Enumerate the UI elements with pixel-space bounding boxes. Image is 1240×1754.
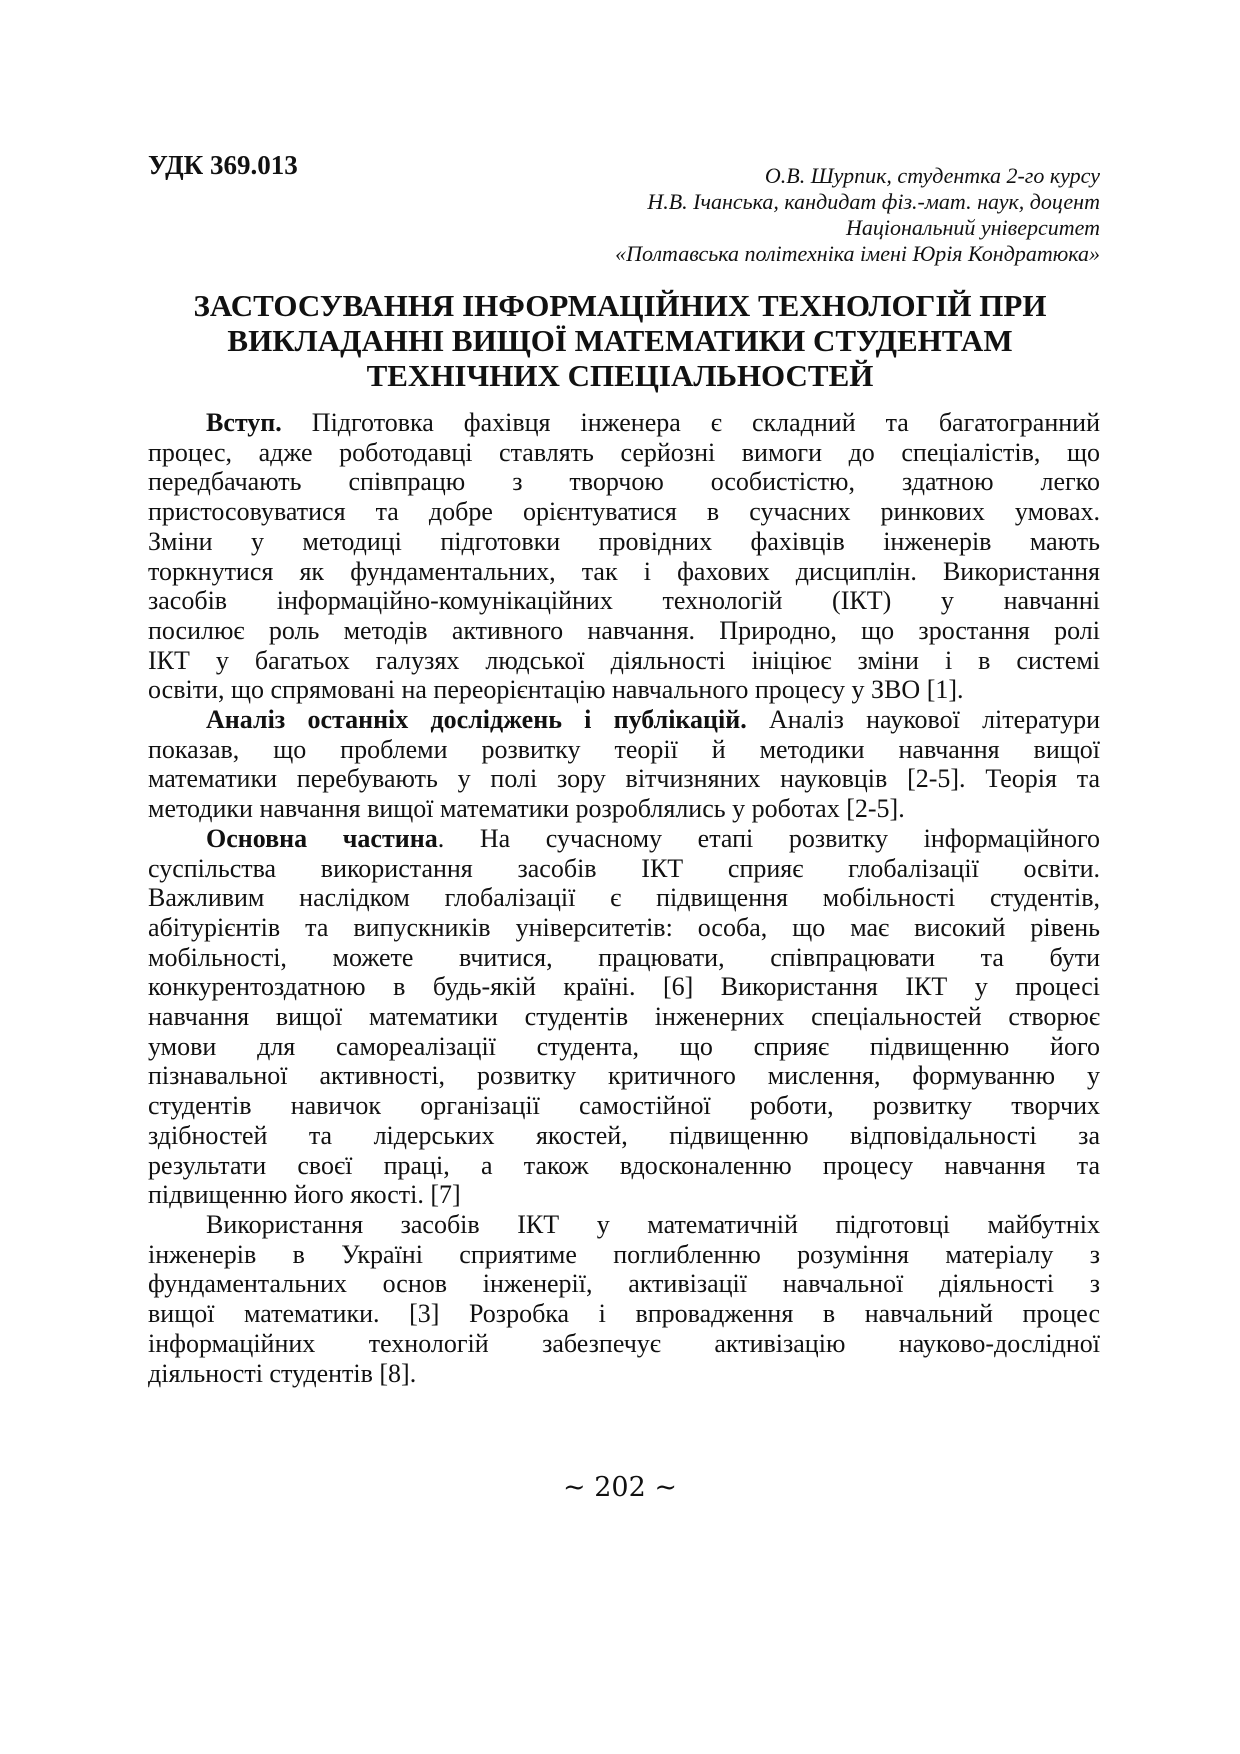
paragraph-text: Підготовка фахівця інженера є складний та багатогранний: [281, 408, 1100, 437]
affiliation-2: «Полтавська політехніка імені Юрія Кондратюка»: [615, 241, 1100, 266]
paragraph-line: діяльності студентів [8].: [148, 1358, 417, 1388]
page-number: ~ 202 ~: [563, 1472, 677, 1503]
section-heading: Основна частина: [206, 823, 438, 853]
paragraph-line: студентів навичок організації самостійної роботи, розвитку творчих: [148, 1091, 1100, 1121]
paragraph-line: методики навчання вищої математики розроблялись у роботах [2-5].: [148, 794, 905, 824]
paragraph-line: умови для самореалізації студента, що сприяє підвищенню його: [148, 1031, 1100, 1061]
paragraph-line: математики перебувають у полі зору вітчизняних науковців [2-5]. Теорія та: [148, 764, 1100, 794]
paragraph-line: [148, 705, 1100, 735]
paragraph: [148, 408, 1100, 705]
udk-code: УДК 369.013: [148, 150, 298, 180]
paragraph-line: [148, 1210, 1100, 1240]
paragraph-line: Зміни у методиці підготовки провідних фахівців інженерів мають: [148, 526, 1100, 556]
paragraph-line: процес, адже роботодавці ставлять серйозні вимоги до спеціалістів, що: [148, 437, 1100, 467]
paragraph-line: пізнавальної активності, розвитку критичного мислення, формуванню у: [148, 1061, 1100, 1091]
paragraph-line: фундаментальних основ інженерії, активізації навчальної діяльності з: [148, 1269, 1100, 1299]
paragraph-line: підвищенню його якості. [7]: [148, 1180, 461, 1210]
paragraph: [148, 1210, 1100, 1388]
authors-block: [615, 163, 1100, 267]
paragraph: [148, 705, 1100, 824]
paragraph-line: результати своєї праці, а також вдосконаленню процесу навчання та: [148, 1150, 1100, 1180]
paragraph-line: вищої математики. [3] Розробка і впровадження в навчальний процес: [148, 1299, 1100, 1329]
author-1: О.В. Шурпик, студентка 2-го курсу: [764, 163, 1100, 188]
paragraph-line: здібностей та лідерських якостей, підвищенню відповідальності за: [148, 1120, 1100, 1150]
paragraph: [148, 824, 1100, 1210]
paragraph-text: Використання засобів ІКТ у математичній підготовці майбутніх: [206, 1209, 1100, 1239]
paragraph-line: суспільства використання засобів ІКТ сприяє глобалізації освіти.: [148, 853, 1100, 883]
title-line: ЗАСТОСУВАННЯ ІНФОРМАЦІЙНИХ ТЕХНОЛОГІЙ ПРИ: [193, 288, 1047, 323]
paragraph-line: інформаційних технологій забезпечує активізацію науково-дослідної: [148, 1328, 1100, 1358]
paragraph-line: показав, що проблеми розвитку теорії й методики навчання вищої: [148, 734, 1100, 764]
paragraph-line: [148, 408, 1100, 438]
article-body: [148, 408, 1100, 1388]
section-heading: Вступ.: [206, 408, 282, 437]
paragraph-line: посилює роль методів активного навчання. Природно, що зростання ролі: [148, 615, 1100, 645]
paragraph-line: Важливим наслідком глобалізації є підвищення мобільності студентів,: [148, 883, 1100, 913]
paragraph-line: [148, 824, 1100, 854]
paragraph-line: передбачають співпрацю з творчою особистістю, здатною легко: [148, 467, 1100, 497]
paragraph-text: . На сучасному етапі розвитку інформаційного: [437, 823, 1100, 853]
paragraph-line: мобільності, можете вчитися, працювати, співпрацювати та бути: [148, 942, 1100, 972]
article-title: [140, 288, 1100, 393]
paragraph-line: торкнутися як фундаментальних, так і фахових дисциплін. Використання: [148, 556, 1100, 586]
paragraph-line: навчання вищої математики студентів інженерних спеціальностей створює: [148, 1002, 1100, 1032]
paragraph-line: пристосовуватися та добре орієнтуватися в сучасних ринкових умовах.: [148, 497, 1100, 527]
paragraph-text: Аналіз наукової літератури: [746, 705, 1100, 735]
title-line: ТЕХНІЧНИХ СПЕЦІАЛЬНОСТЕЙ: [366, 358, 874, 393]
paragraph-line: освіти, що спрямовані на переорієнтацію навчального процесу у ЗВО [1].: [148, 675, 964, 705]
affiliation-1: Національний університет: [845, 215, 1100, 240]
author-2: Н.В. Ічанська, кандидат фіз.-мат. наук, доцент: [647, 189, 1100, 214]
paragraph-line: інженерів в Україні сприятиме поглибленню розуміння матеріалу з: [148, 1239, 1100, 1269]
section-heading: Аналіз останніх досліджень і публікацій.: [206, 705, 747, 735]
paragraph-line: конкурентоздатною в будь-якій країні. [6] Використання ІКТ у процесі: [148, 972, 1100, 1002]
paragraph-line: абітурієнтів та випускників університетів: особа, що має високий рівень: [148, 912, 1100, 942]
paragraph-line: засобів інформаційно-комунікаційних технологій (ІКТ) у навчанні: [148, 586, 1100, 616]
paragraph-line: ІКТ у багатьох галузях людської діяльності ініціює зміни і в системі: [148, 645, 1100, 675]
title-line: ВИКЛАДАННІ ВИЩОЇ МАТЕМАТИКИ СТУДЕНТАМ: [227, 323, 1013, 358]
